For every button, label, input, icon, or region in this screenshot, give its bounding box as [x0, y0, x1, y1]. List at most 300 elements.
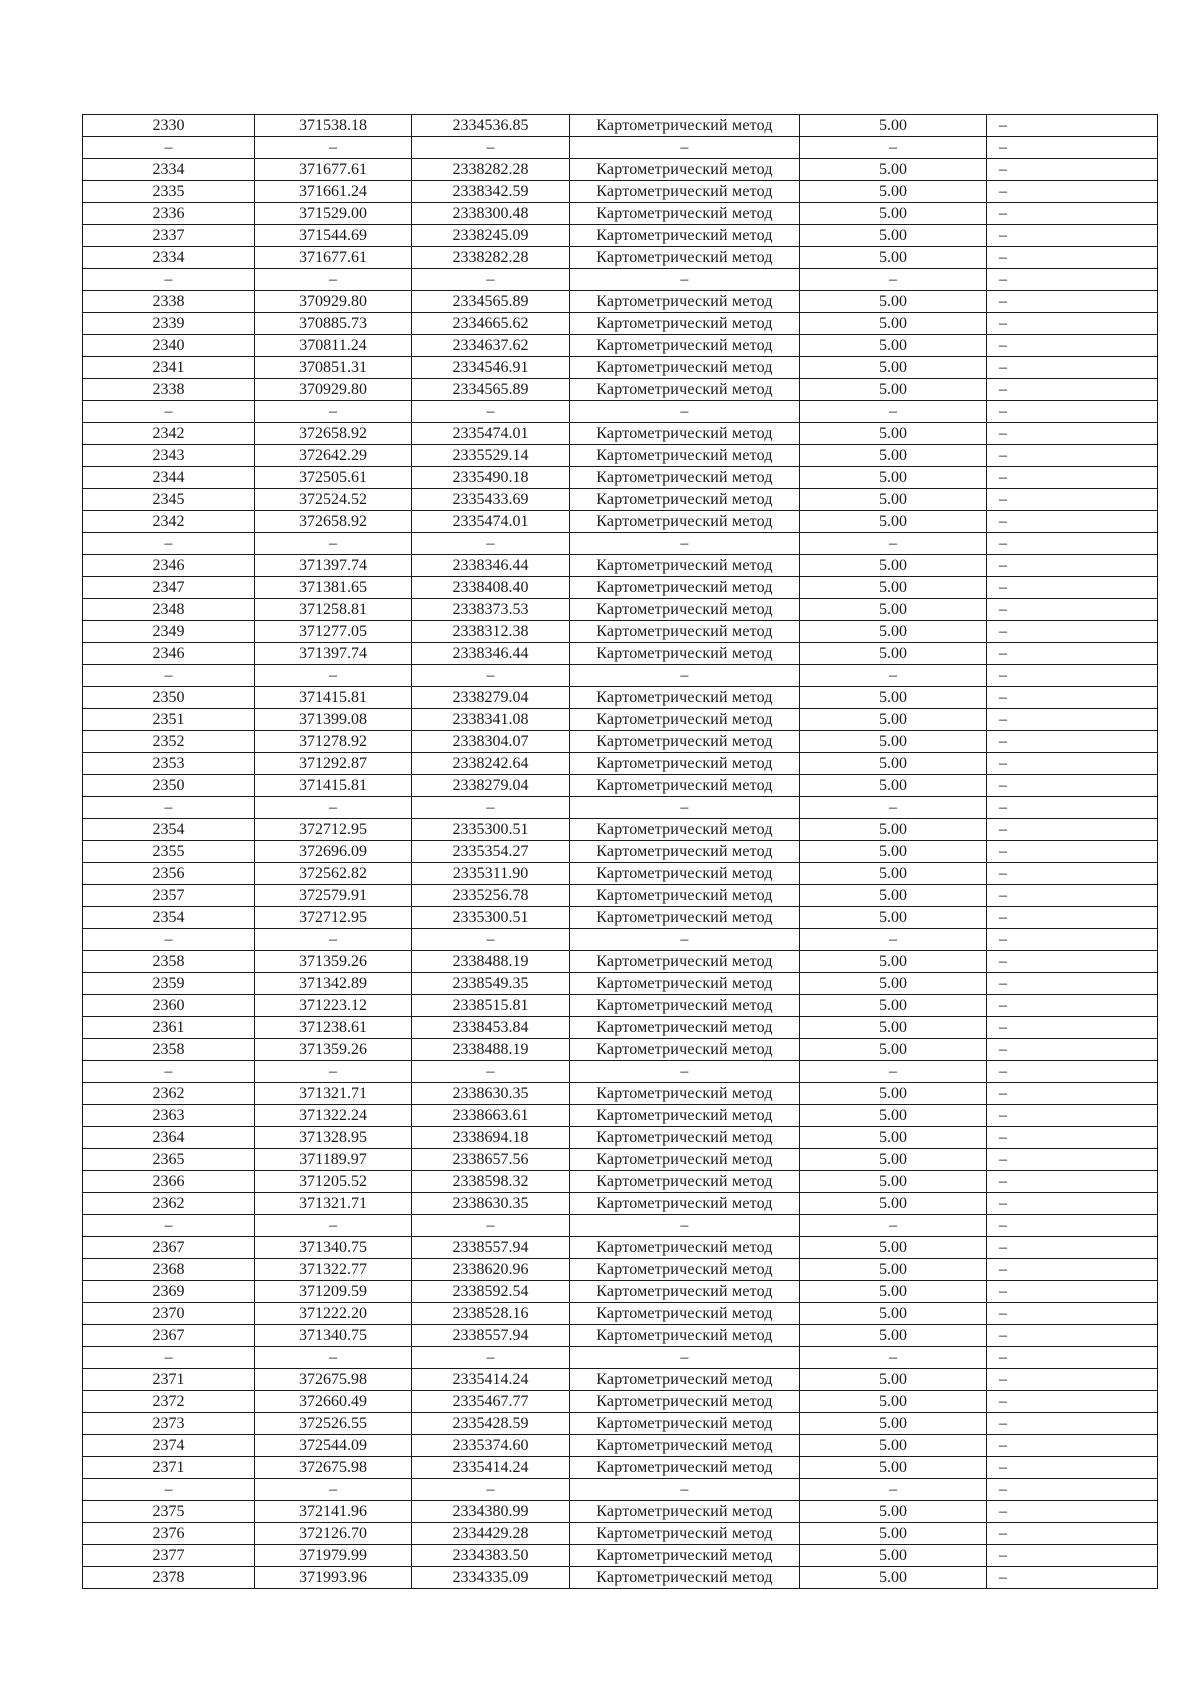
note-cell: –	[987, 1325, 1158, 1347]
precision-cell: 5.00	[800, 423, 987, 445]
note-cell: –	[987, 511, 1158, 533]
note-cell: –	[987, 1193, 1158, 1215]
precision-cell: 5.00	[800, 863, 987, 885]
precision-cell: 5.00	[800, 841, 987, 863]
coord-x-cell: 371340.75	[255, 1325, 412, 1347]
coord-y-cell: 2338312.38	[412, 621, 570, 643]
method-cell: –	[570, 929, 800, 951]
coord-x-cell: 371979.99	[255, 1545, 412, 1567]
method-cell: Картометрический метод	[570, 511, 800, 533]
coord-y-cell: 2335256.78	[412, 885, 570, 907]
point-number-cell: 2330	[83, 115, 255, 137]
coord-y-cell: 2338300.48	[412, 203, 570, 225]
table-row	[83, 181, 1158, 203]
precision-cell: 5.00	[800, 995, 987, 1017]
point-number-cell: 2356	[83, 863, 255, 885]
note-cell: –	[987, 115, 1158, 137]
coord-y-cell: 2335374.60	[412, 1435, 570, 1457]
point-number-cell: 2376	[83, 1523, 255, 1545]
coord-y-cell: 2334565.89	[412, 379, 570, 401]
table-row	[83, 1259, 1158, 1281]
coord-x-cell: 372642.29	[255, 445, 412, 467]
method-cell: Картометрический метод	[570, 1171, 800, 1193]
table-row	[83, 1457, 1158, 1479]
note-cell: –	[987, 489, 1158, 511]
table-row	[83, 1127, 1158, 1149]
point-number-cell: –	[83, 1215, 255, 1237]
point-number-cell: 2339	[83, 313, 255, 335]
coord-x-cell: 372141.96	[255, 1501, 412, 1523]
note-cell: –	[987, 885, 1158, 907]
point-number-cell: 2366	[83, 1171, 255, 1193]
coord-y-cell: 2335354.27	[412, 841, 570, 863]
coord-x-cell: –	[255, 665, 412, 687]
table-row	[83, 1017, 1158, 1039]
table-row	[83, 269, 1158, 291]
method-cell: Картометрический метод	[570, 247, 800, 269]
coord-y-cell: 2338453.84	[412, 1017, 570, 1039]
precision-cell: 5.00	[800, 753, 987, 775]
method-cell: –	[570, 533, 800, 555]
table-row	[83, 1149, 1158, 1171]
coord-x-cell: 371399.08	[255, 709, 412, 731]
method-cell: Картометрический метод	[570, 687, 800, 709]
coord-x-cell: 371677.61	[255, 247, 412, 269]
coord-y-cell: 2338657.56	[412, 1149, 570, 1171]
note-cell: –	[987, 181, 1158, 203]
point-number-cell: 2374	[83, 1435, 255, 1457]
coord-x-cell: 370885.73	[255, 313, 412, 335]
coord-y-cell: 2338346.44	[412, 555, 570, 577]
coord-y-cell: –	[412, 797, 570, 819]
precision-cell: 5.00	[800, 313, 987, 335]
coord-y-cell: 2338373.53	[412, 599, 570, 621]
point-number-cell: –	[83, 929, 255, 951]
table-row	[83, 533, 1158, 555]
coord-x-cell: 371677.61	[255, 159, 412, 181]
table-row	[83, 841, 1158, 863]
coord-x-cell: –	[255, 1061, 412, 1083]
precision-cell: 5.00	[800, 1105, 987, 1127]
coord-y-cell: 2338630.35	[412, 1193, 570, 1215]
coord-x-cell: 370929.80	[255, 291, 412, 313]
point-number-cell: 2363	[83, 1105, 255, 1127]
method-cell: Картометрический метод	[570, 951, 800, 973]
method-cell: Картометрический метод	[570, 885, 800, 907]
coord-x-cell: 372675.98	[255, 1369, 412, 1391]
method-cell: Картометрический метод	[570, 599, 800, 621]
note-cell: –	[987, 357, 1158, 379]
coord-y-cell: –	[412, 929, 570, 951]
coord-y-cell: 2338279.04	[412, 687, 570, 709]
precision-cell: 5.00	[800, 1017, 987, 1039]
table-row	[83, 291, 1158, 313]
coord-y-cell: 2334665.62	[412, 313, 570, 335]
method-cell: –	[570, 269, 800, 291]
point-number-cell: 2335	[83, 181, 255, 203]
coord-x-cell: 372712.95	[255, 819, 412, 841]
precision-cell: 5.00	[800, 1501, 987, 1523]
method-cell: Картометрический метод	[570, 973, 800, 995]
coord-y-cell: 2335467.77	[412, 1391, 570, 1413]
method-cell: Картометрический метод	[570, 291, 800, 313]
precision-cell: 5.00	[800, 951, 987, 973]
precision-cell: 5.00	[800, 1149, 987, 1171]
note-cell: –	[987, 995, 1158, 1017]
table-row	[83, 1523, 1158, 1545]
coord-x-cell: 372658.92	[255, 511, 412, 533]
table-row	[83, 1435, 1158, 1457]
method-cell: Картометрический метод	[570, 357, 800, 379]
precision-cell: 5.00	[800, 357, 987, 379]
precision-cell: –	[800, 533, 987, 555]
method-cell: Картометрический метод	[570, 1237, 800, 1259]
note-cell: –	[987, 1127, 1158, 1149]
coord-y-cell: 2338528.16	[412, 1303, 570, 1325]
method-cell: Картометрический метод	[570, 1039, 800, 1061]
coord-x-cell: 371321.71	[255, 1193, 412, 1215]
table-row	[83, 577, 1158, 599]
coord-x-cell: 371258.81	[255, 599, 412, 621]
coord-y-cell: 2338346.44	[412, 643, 570, 665]
coord-y-cell: 2338242.64	[412, 753, 570, 775]
note-cell: –	[987, 841, 1158, 863]
point-number-cell: 2353	[83, 753, 255, 775]
method-cell: Картометрический метод	[570, 1567, 800, 1589]
coord-x-cell: 371222.20	[255, 1303, 412, 1325]
coord-x-cell: 371529.00	[255, 203, 412, 225]
note-cell: –	[987, 973, 1158, 995]
point-number-cell: –	[83, 1061, 255, 1083]
note-cell: –	[987, 291, 1158, 313]
method-cell: Картометрический метод	[570, 379, 800, 401]
table-row	[83, 863, 1158, 885]
coord-y-cell: 2338341.08	[412, 709, 570, 731]
method-cell: –	[570, 1479, 800, 1501]
precision-cell: 5.00	[800, 1413, 987, 1435]
method-cell: Картометрический метод	[570, 335, 800, 357]
coord-y-cell: 2335490.18	[412, 467, 570, 489]
coord-y-cell: 2335300.51	[412, 819, 570, 841]
note-cell: –	[987, 1171, 1158, 1193]
table-row	[83, 951, 1158, 973]
note-cell: –	[987, 621, 1158, 643]
table-row	[83, 929, 1158, 951]
note-cell: –	[987, 1457, 1158, 1479]
method-cell: Картометрический метод	[570, 731, 800, 753]
table-row	[83, 1039, 1158, 1061]
coord-y-cell: 2334335.09	[412, 1567, 570, 1589]
precision-cell: 5.00	[800, 621, 987, 643]
coord-y-cell: 2335414.24	[412, 1369, 570, 1391]
note-cell: –	[987, 1501, 1158, 1523]
precision-cell: 5.00	[800, 1193, 987, 1215]
note-cell: –	[987, 1083, 1158, 1105]
method-cell: Картометрический метод	[570, 1523, 800, 1545]
coord-y-cell: 2334637.62	[412, 335, 570, 357]
method-cell: Картометрический метод	[570, 1325, 800, 1347]
coord-x-cell: –	[255, 401, 412, 423]
note-cell: –	[987, 1567, 1158, 1589]
point-number-cell: 2342	[83, 511, 255, 533]
coord-x-cell: 371415.81	[255, 687, 412, 709]
coord-x-cell: –	[255, 929, 412, 951]
coord-x-cell: 372126.70	[255, 1523, 412, 1545]
precision-cell: 5.00	[800, 1325, 987, 1347]
note-cell: –	[987, 269, 1158, 291]
point-number-cell: 2347	[83, 577, 255, 599]
table-row	[83, 225, 1158, 247]
point-number-cell: 2377	[83, 1545, 255, 1567]
coord-x-cell: 372505.61	[255, 467, 412, 489]
point-number-cell: 2345	[83, 489, 255, 511]
point-number-cell: –	[83, 401, 255, 423]
coord-y-cell: 2334383.50	[412, 1545, 570, 1567]
precision-cell: 5.00	[800, 1281, 987, 1303]
table-row	[83, 401, 1158, 423]
precision-cell: 5.00	[800, 1237, 987, 1259]
method-cell: Картометрический метод	[570, 423, 800, 445]
point-number-cell: 2362	[83, 1193, 255, 1215]
coord-x-cell: 372675.98	[255, 1457, 412, 1479]
coord-y-cell: 2338304.07	[412, 731, 570, 753]
coord-y-cell: 2338598.32	[412, 1171, 570, 1193]
point-number-cell: 2352	[83, 731, 255, 753]
note-cell: –	[987, 159, 1158, 181]
precision-cell: 5.00	[800, 291, 987, 313]
point-number-cell: 2369	[83, 1281, 255, 1303]
point-number-cell: 2354	[83, 907, 255, 929]
table-row	[83, 1281, 1158, 1303]
coord-x-cell: 371342.89	[255, 973, 412, 995]
coord-y-cell: 2338408.40	[412, 577, 570, 599]
point-number-cell: 2338	[83, 379, 255, 401]
note-cell: –	[987, 819, 1158, 841]
table-row	[83, 1171, 1158, 1193]
table-row	[83, 467, 1158, 489]
method-cell: Картометрический метод	[570, 1281, 800, 1303]
point-number-cell: 2336	[83, 203, 255, 225]
coord-x-cell: –	[255, 1215, 412, 1237]
method-cell: –	[570, 665, 800, 687]
note-cell: –	[987, 863, 1158, 885]
coordinates-table	[82, 114, 1158, 1589]
coord-y-cell: 2338663.61	[412, 1105, 570, 1127]
note-cell: –	[987, 423, 1158, 445]
precision-cell: 5.00	[800, 335, 987, 357]
coord-y-cell: 2335529.14	[412, 445, 570, 467]
coord-y-cell: 2338549.35	[412, 973, 570, 995]
note-cell: –	[987, 1435, 1158, 1457]
table-row	[83, 621, 1158, 643]
coord-x-cell: 371238.61	[255, 1017, 412, 1039]
note-cell: –	[987, 1039, 1158, 1061]
method-cell: Картометрический метод	[570, 863, 800, 885]
precision-cell: –	[800, 797, 987, 819]
coord-y-cell: 2335474.01	[412, 423, 570, 445]
note-cell: –	[987, 1259, 1158, 1281]
precision-cell: 5.00	[800, 159, 987, 181]
coord-y-cell: 2335474.01	[412, 511, 570, 533]
precision-cell: –	[800, 1061, 987, 1083]
point-number-cell: 2364	[83, 1127, 255, 1149]
table-row	[83, 1105, 1158, 1127]
method-cell: Картометрический метод	[570, 819, 800, 841]
coord-x-cell: –	[255, 1347, 412, 1369]
coord-y-cell: 2338282.28	[412, 247, 570, 269]
coord-y-cell: 2335311.90	[412, 863, 570, 885]
coord-y-cell: 2338245.09	[412, 225, 570, 247]
method-cell: Картометрический метод	[570, 555, 800, 577]
point-number-cell: 2348	[83, 599, 255, 621]
table-row	[83, 995, 1158, 1017]
method-cell: Картометрический метод	[570, 115, 800, 137]
coord-x-cell: 371415.81	[255, 775, 412, 797]
coord-x-cell: 371205.52	[255, 1171, 412, 1193]
point-number-cell: 2367	[83, 1325, 255, 1347]
method-cell: Картометрический метод	[570, 1083, 800, 1105]
coord-y-cell: –	[412, 533, 570, 555]
method-cell: –	[570, 137, 800, 159]
coord-y-cell: 2338282.28	[412, 159, 570, 181]
table-row	[83, 1479, 1158, 1501]
coord-x-cell: 372524.52	[255, 489, 412, 511]
point-number-cell: 2370	[83, 1303, 255, 1325]
coord-y-cell: –	[412, 269, 570, 291]
precision-cell: 5.00	[800, 731, 987, 753]
precision-cell: –	[800, 1215, 987, 1237]
coord-x-cell: 371993.96	[255, 1567, 412, 1589]
note-cell: –	[987, 401, 1158, 423]
method-cell: Картометрический метод	[570, 1545, 800, 1567]
coord-x-cell: 371223.12	[255, 995, 412, 1017]
table-row	[83, 1193, 1158, 1215]
method-cell: Картометрический метод	[570, 1457, 800, 1479]
method-cell: Картометрический метод	[570, 775, 800, 797]
table-row	[83, 1347, 1158, 1369]
method-cell: Картометрический метод	[570, 907, 800, 929]
coord-y-cell: 2338488.19	[412, 1039, 570, 1061]
coord-x-cell: 371359.26	[255, 1039, 412, 1061]
method-cell: Картометрический метод	[570, 489, 800, 511]
precision-cell: 5.00	[800, 1523, 987, 1545]
point-number-cell: 2365	[83, 1149, 255, 1171]
method-cell: Картометрический метод	[570, 225, 800, 247]
table-row	[83, 379, 1158, 401]
coord-y-cell: –	[412, 1347, 570, 1369]
method-cell: –	[570, 1215, 800, 1237]
precision-cell: 5.00	[800, 203, 987, 225]
coord-x-cell: 371189.97	[255, 1149, 412, 1171]
method-cell: Картометрический метод	[570, 1017, 800, 1039]
point-number-cell: 2361	[83, 1017, 255, 1039]
point-number-cell: 2337	[83, 225, 255, 247]
point-number-cell: 2358	[83, 1039, 255, 1061]
method-cell: Картометрический метод	[570, 445, 800, 467]
point-number-cell: –	[83, 1347, 255, 1369]
coord-x-cell: –	[255, 533, 412, 555]
table-row	[83, 357, 1158, 379]
precision-cell: 5.00	[800, 1457, 987, 1479]
precision-cell: 5.00	[800, 1391, 987, 1413]
coord-y-cell: 2338557.94	[412, 1237, 570, 1259]
point-number-cell: 2371	[83, 1457, 255, 1479]
coord-x-cell: 371381.65	[255, 577, 412, 599]
point-number-cell: 2354	[83, 819, 255, 841]
table-row	[83, 753, 1158, 775]
precision-cell: 5.00	[800, 1083, 987, 1105]
coord-x-cell: 372660.49	[255, 1391, 412, 1413]
note-cell: –	[987, 203, 1158, 225]
point-number-cell: 2351	[83, 709, 255, 731]
table-row	[83, 335, 1158, 357]
note-cell: –	[987, 643, 1158, 665]
method-cell: Картометрический метод	[570, 1259, 800, 1281]
coord-x-cell: 371397.74	[255, 555, 412, 577]
precision-cell: 5.00	[800, 489, 987, 511]
precision-cell: 5.00	[800, 599, 987, 621]
precision-cell: –	[800, 137, 987, 159]
note-cell: –	[987, 687, 1158, 709]
coord-y-cell: –	[412, 665, 570, 687]
coord-y-cell: 2338630.35	[412, 1083, 570, 1105]
point-number-cell: 2343	[83, 445, 255, 467]
point-number-cell: –	[83, 533, 255, 555]
point-number-cell: 2372	[83, 1391, 255, 1413]
method-cell: Картометрический метод	[570, 1391, 800, 1413]
table-row	[83, 203, 1158, 225]
method-cell: Картометрический метод	[570, 643, 800, 665]
method-cell: –	[570, 1347, 800, 1369]
method-cell: Картометрический метод	[570, 1127, 800, 1149]
note-cell: –	[987, 247, 1158, 269]
coord-x-cell: 372579.91	[255, 885, 412, 907]
note-cell: –	[987, 1391, 1158, 1413]
point-number-cell: 2358	[83, 951, 255, 973]
note-cell: –	[987, 665, 1158, 687]
table-row	[83, 1369, 1158, 1391]
coord-x-cell: 371328.95	[255, 1127, 412, 1149]
method-cell: Картометрический метод	[570, 159, 800, 181]
precision-cell: 5.00	[800, 225, 987, 247]
method-cell: Картометрический метод	[570, 1413, 800, 1435]
table-row	[83, 775, 1158, 797]
precision-cell: 5.00	[800, 885, 987, 907]
precision-cell: 5.00	[800, 643, 987, 665]
coord-y-cell: 2338488.19	[412, 951, 570, 973]
coord-x-cell: 372658.92	[255, 423, 412, 445]
note-cell: –	[987, 1545, 1158, 1567]
table-row	[83, 511, 1158, 533]
point-number-cell: 2378	[83, 1567, 255, 1589]
method-cell: Картометрический метод	[570, 1105, 800, 1127]
method-cell: Картометрический метод	[570, 577, 800, 599]
point-number-cell: 2371	[83, 1369, 255, 1391]
coord-x-cell: 370851.31	[255, 357, 412, 379]
coord-y-cell: –	[412, 401, 570, 423]
point-number-cell: –	[83, 137, 255, 159]
note-cell: –	[987, 797, 1158, 819]
coord-x-cell: 371359.26	[255, 951, 412, 973]
method-cell: Картометрический метод	[570, 467, 800, 489]
table-row	[83, 599, 1158, 621]
coord-y-cell: 2334536.85	[412, 115, 570, 137]
point-number-cell: 2357	[83, 885, 255, 907]
point-number-cell: 2346	[83, 555, 255, 577]
coord-y-cell: 2338694.18	[412, 1127, 570, 1149]
table-row	[83, 885, 1158, 907]
point-number-cell: 2334	[83, 247, 255, 269]
